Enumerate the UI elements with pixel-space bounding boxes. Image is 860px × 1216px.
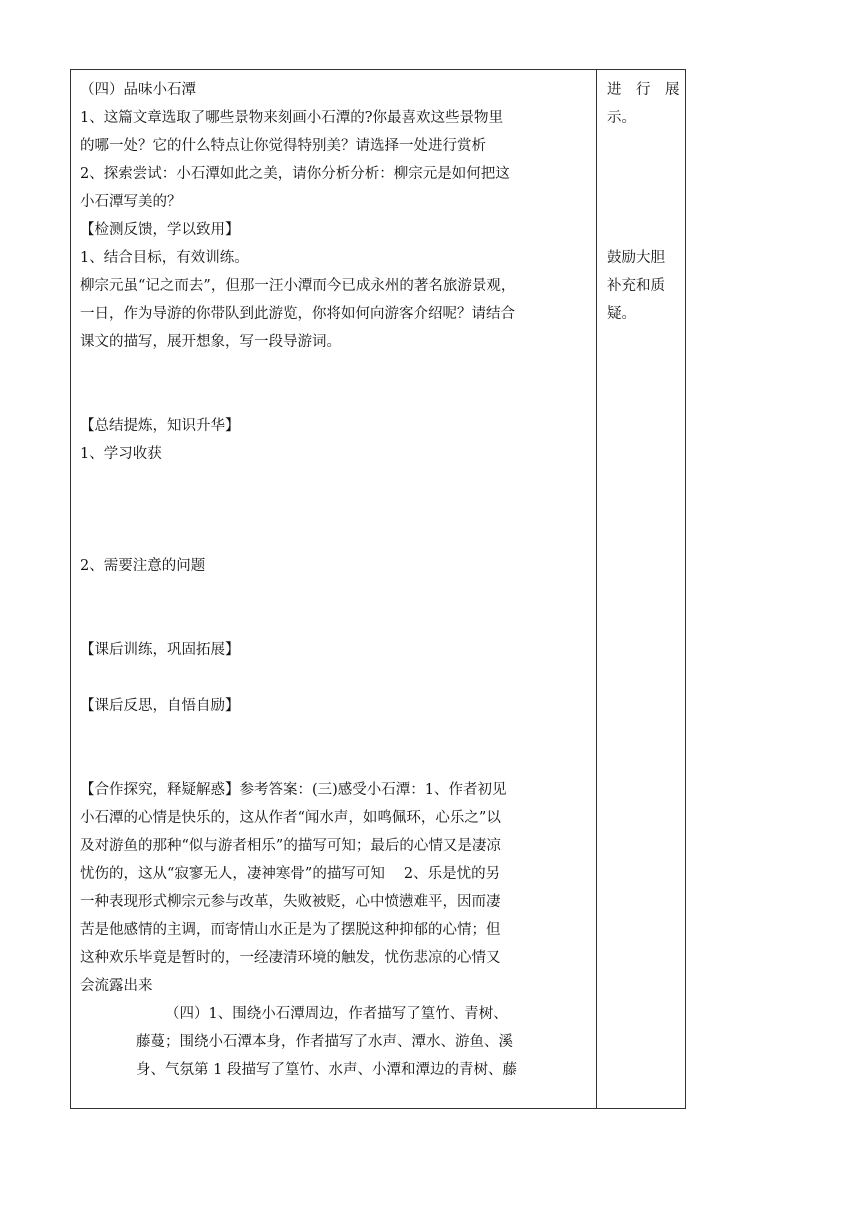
lesson-table [70,69,686,1109]
answer-line: 及对游鱼的那种“似与游者相乐”的描写可知；最后的心情又是凄凉 [80,838,501,854]
text-line: 1、学习收获 [80,446,162,462]
answer-line: 【合作探究，释疑解惑】参考答案：(三)感受小石潭：1、作者初见 [80,782,507,798]
note-line: 示。 [607,110,636,126]
note-line: 鼓励大胆 [607,250,665,266]
text-line: 课文的描写，展开想象，写一段导游词。 [80,334,341,350]
text-line: 柳宗元虽“记之而去”，但那一汪小潭而今已成永州的著名旅游景观， [80,278,516,294]
section-heading: 【课后训练，巩固拓展】 [80,642,240,658]
note-line: 补充和质 [607,278,665,294]
column-divider [596,70,597,1108]
notes-column [607,76,679,328]
note-line: 进 行 展 [607,82,680,98]
answer-line: 忧伤的，这从“寂寥无人，凄神寒骨”的描写可知 2、乐是忧的另 [80,866,501,882]
answer-line: 会流露出来 [80,978,153,994]
answer-line: 苦是他感情的主调，而寄情山水正是为了摆脱这种抑郁的心情；但 [80,922,501,938]
text-line: 2、需要注意的问题 [80,558,206,574]
answer-line: 小石潭的心情是快乐的，这从作者“闻水声，如鸣佩环，心乐之”以 [80,810,501,826]
content-column [80,76,588,1084]
answer-line: 藤蔓；围绕小石潭本身，作者描写了水声、潭水、游鱼、溪 [136,1034,513,1050]
section-heading: 【课后反思，自悟自励】 [80,698,240,714]
text-line: 小石潭写美的？ [80,194,182,210]
text-line: 1、结合目标，有效训练。 [80,250,249,266]
text-line: 2、探索尝试：小石潭如此之美，请你分析分析：柳宗元是如何把这 [80,166,510,182]
text-line: 1、这篇文章选取了哪些景物来刻画小石潭的?你最喜欢这些景物里 [80,110,503,126]
section-heading: 【检测反馈，学以致用】 [80,222,240,238]
answer-line: 这种欢乐毕竟是暂时的，一经凄清环境的触发，忧伤悲凉的心情又 [80,950,501,966]
text-line: 的哪一处？它的什么特点让你觉得特别美？请选择一处进行赏析 [80,138,486,154]
section-heading: 【总结提炼，知识升华】 [80,418,240,434]
answer-line: 一种表现形式柳宗元参与改革，失败被贬，心中愤懑难平，因而凄 [80,894,501,910]
answer-line: （四）1、围绕小石潭周边，作者描写了篁竹、青树、 [165,1006,508,1022]
text-line: 一日，作为导游的你带队到此游览，你将如何向游客介绍呢？请结合 [80,306,515,322]
note-line: 疑。 [607,306,636,322]
answer-line: 身、气氛第 1 段描写了篁竹、水声、小潭和潭边的青树、藤 [136,1062,517,1078]
section-title: （四）品味小石潭 [80,82,196,98]
